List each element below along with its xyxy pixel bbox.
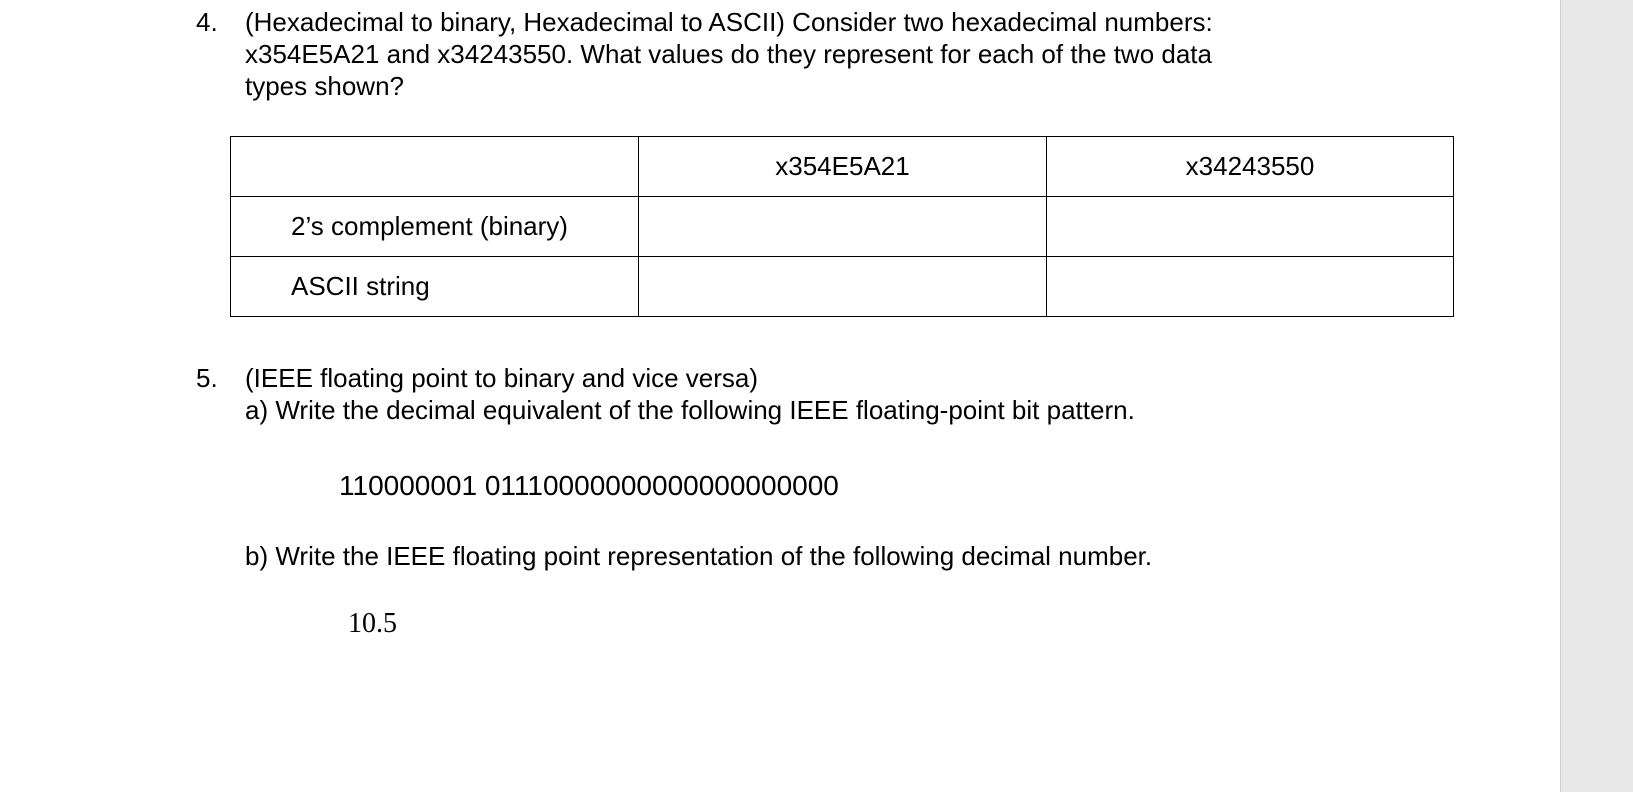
answer-cell-ascii-hex-2[interactable] xyxy=(1047,257,1454,317)
table-header-hex-2: x34243550 xyxy=(1047,137,1454,197)
question-4-number: 4. xyxy=(196,7,218,37)
table-row xyxy=(231,257,1454,317)
question-4-text xyxy=(245,6,1213,102)
answer-cell-twos-hex-1[interactable] xyxy=(639,197,1047,257)
decimal-value: 10.5 xyxy=(348,608,397,639)
table-header-hex-1: x354E5A21 xyxy=(639,137,1047,197)
table-header-empty xyxy=(231,137,639,197)
question-5-number: 5. xyxy=(196,363,218,393)
page-edge-divider xyxy=(1560,0,1561,792)
answer-cell-twos-hex-2[interactable] xyxy=(1047,197,1454,257)
bit-pattern: 110000001 01110000000000000000000 xyxy=(339,470,839,501)
answer-cell-ascii-hex-1[interactable] xyxy=(639,257,1047,317)
question-5-part-a: a) Write the decimal equivalent of the following IEEE floating-point bit pattern. xyxy=(245,395,1135,425)
question-4-line-2: x354E5A21 and x34243550. What values do they represent for each of the two data xyxy=(245,39,1212,69)
question-5-part-b: b) Write the IEEE floating point representation of the following decimal number. xyxy=(245,541,1153,571)
table-header-row xyxy=(231,137,1454,197)
question-5-title: (IEEE floating point to binary and vice versa) xyxy=(245,363,759,393)
row-label-ascii: ASCII string xyxy=(231,257,639,317)
table-row xyxy=(231,197,1454,257)
question-5-text xyxy=(245,362,1135,426)
question-4-line-1: (Hexadecimal to binary, Hexadecimal to ASCII) Consider two hexadecimal numbers: xyxy=(245,7,1213,37)
answer-table xyxy=(230,136,1454,317)
row-label-twos-complement: 2’s complement (binary) xyxy=(231,197,639,257)
question-4-line-3: types shown? xyxy=(245,71,404,101)
